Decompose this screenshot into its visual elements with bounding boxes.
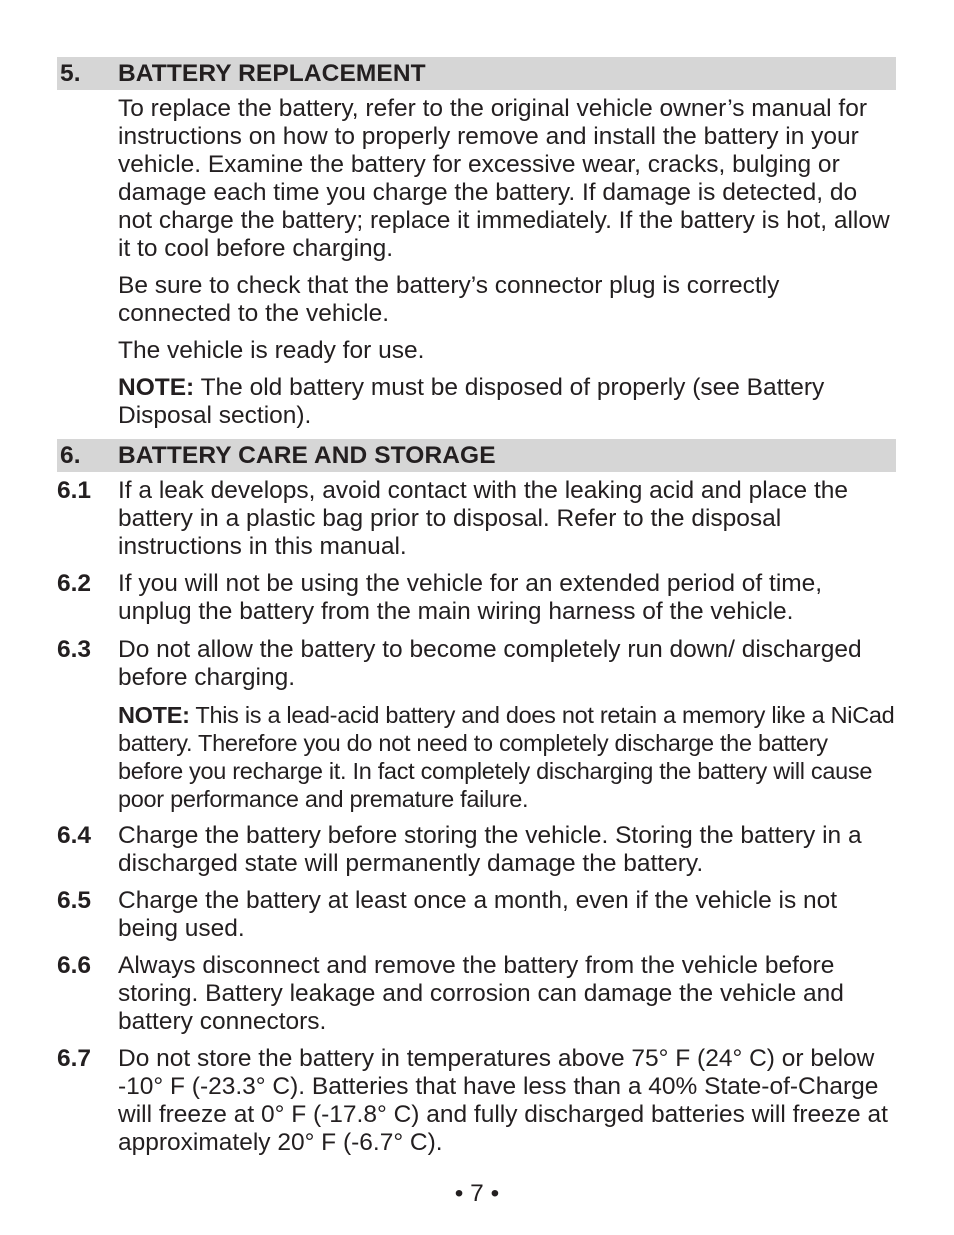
page-number: • 7 • [454,1180,500,1207]
note-text: This is a lead-acid battery and does not retain a memory like a NiCad battery. Therefore you do not need to completely discharge the battery before you recharge it. In fact completely discharging the battery will cause poor performance and premature failure. [118,702,895,812]
item-number: 6.4 [57,822,92,849]
item-text: If you will not be using the vehicle for an extended period of time, unplug the battery from the main wiring harness of the vehicle. [118,570,823,625]
manual-page [57,57,896,1157]
note-label: NOTE: [118,702,190,728]
item-number: 6.6 [57,952,92,979]
item-text: Do not store the battery in temperatures above 75° F (24° C) or below -10° F (-23.3° C). Batteries that have less than a 40% State-of-Charge will freeze at 0° F (-17.8° C) and fully discharged batteries will freeze at approximately 20° F (-6.7° C). [118,1045,888,1156]
section-5-header [57,57,896,90]
note-paragraph [118,701,896,813]
item-text: If a leak develops, avoid contact with the leaking acid and place the battery in a plastic bag prior to disposal. Refer to the disposal instructions in this manual. [118,477,849,560]
section-number: 5. [60,59,81,87]
paragraph: The vehicle is ready for use. [118,337,425,364]
note-label: NOTE: [118,374,195,401]
item-text: Charge the battery before storing the vehicle. Storing the battery in a discharged state will permanently damage the battery. [118,822,862,877]
item-text: Charge the battery at least once a month, even if the vehicle is not being used. [118,887,838,942]
item-number: 6.5 [57,887,92,914]
list-item [57,1045,896,1157]
note-text: The old battery must be disposed of properly (see Battery Disposal section). [118,374,825,429]
paragraph: Be sure to check that the battery’s connector plug is correctly connected to the vehicle. [118,272,780,327]
item-number: 6.3 [57,636,92,663]
list-item [57,822,896,878]
list-item [57,570,896,626]
note-paragraph [118,374,896,430]
list-item [57,477,896,561]
item-number: 6.1 [57,477,92,504]
item-number: 6.2 [57,570,92,597]
section-title: BATTERY REPLACEMENT [118,59,426,87]
list-item [57,636,896,692]
list-item [57,952,896,1036]
item-number: 6.7 [57,1045,92,1072]
paragraph: To replace the battery, refer to the original vehicle owner’s manual for instructions on how to properly remove and install the battery in your vehicle. Examine the battery for excessive wear, cracks, bulging or damage each time you charge the battery. If damage is detected, do not charge the battery; replace it immediately. If the battery is hot, allow it to cool before charging. [118,95,890,262]
item-text: Always disconnect and remove the battery from the vehicle before storing. Battery leakage and corrosion can damage the vehicle and battery connectors. [118,952,844,1035]
section-title: BATTERY CARE AND STORAGE [118,441,496,469]
section-number: 6. [60,441,81,469]
item-text: Do not allow the battery to become completely run down/ discharged before charging. [118,636,862,691]
list-item [57,887,896,943]
section-6-header [57,439,896,472]
